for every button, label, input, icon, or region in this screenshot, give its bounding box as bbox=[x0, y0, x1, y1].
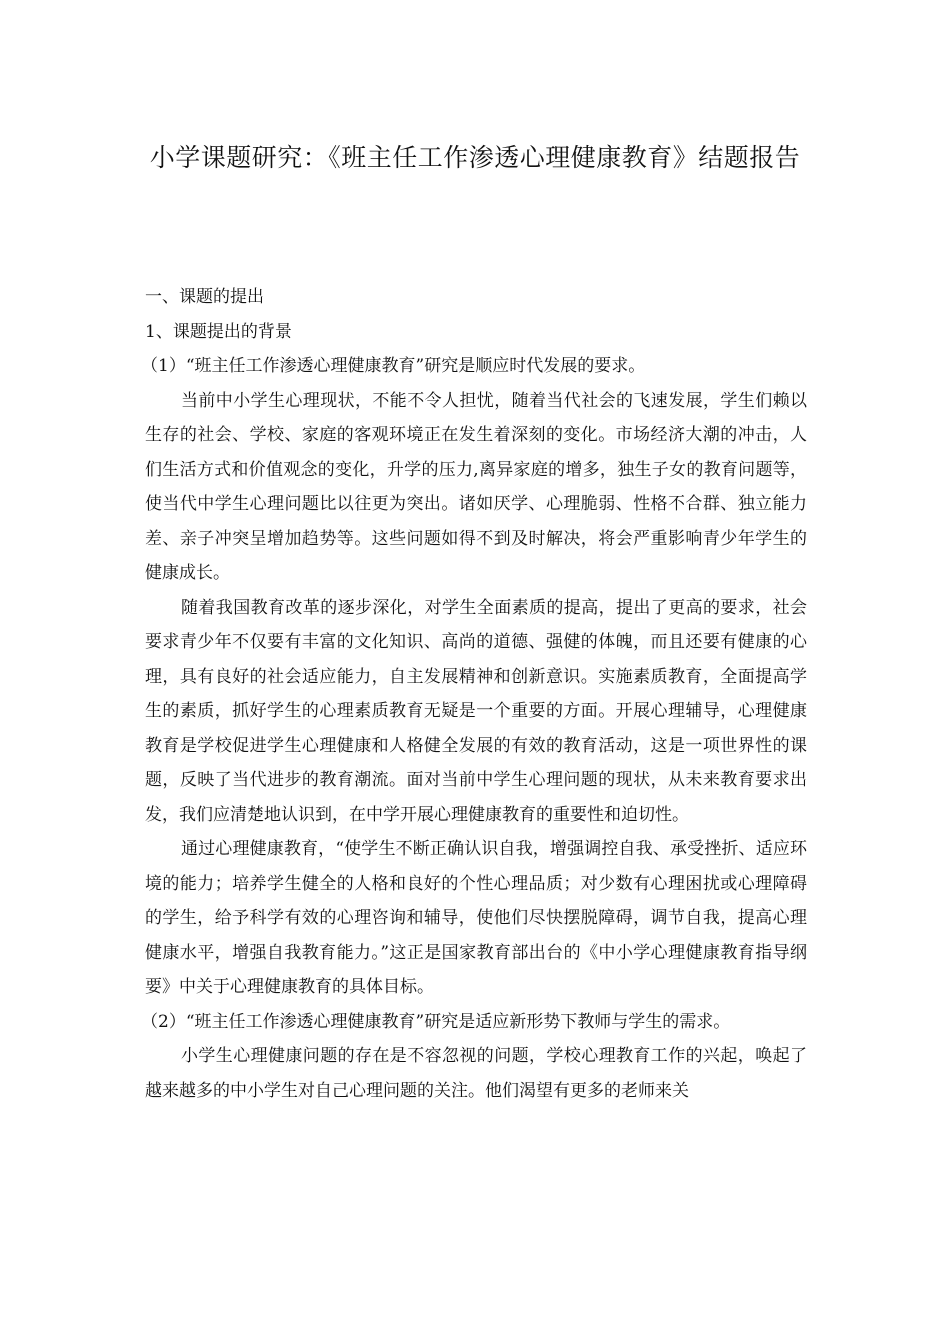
body-paragraph: 当前中小学生心理现状，不能不令人担忧，随着当代社会的飞速发展，学生们赖以生存的社会、学校、家庭的客观环境正在发生着深刻的变化。市场经济大潮的冲击，人们生活方式和价值观念的变化，升学的压力,离异家庭的增多，独生子女的教育问题等，使当代中学生心理问题比以往更为突出。诸如厌学、心理脆弱、性格不合群、独立能力差、亲子冲突呈增加趋势等。这些问题如得不到及时解决，将会严重影响青少年学生的健康成长。 bbox=[145, 390, 807, 583]
document-title: 小学课题研究：《班主任工作渗透心理健康教育》结题报告 bbox=[149, 143, 801, 172]
point-heading: （2）“班主任工作渗透心理健康教育”研究是适应新形势下教师与学生的需求。 bbox=[141, 1011, 731, 1032]
subsection-heading: 1、课题提出的背景 bbox=[145, 321, 292, 342]
body-paragraph: 随着我国教育改革的逐步深化，对学生全面素质的提高，提出了更高的要求，社会要求青少年不仅要有丰富的文化知识、高尚的道德、强健的体魄，而且还要有健康的心理，具有良好的社会适应能力，自主发展精神和创新意识。实施素质教育，全面提高学生的素质，抓好学生的心理素质教育无疑是一个重要的方面。开展心理辅导，心理健康教育是学校促进学生心理健康和人格健全发展的有效的教育活动，这是一项世界性的课题，反映了当代进步的教育潮流。面对当前中学生心理问题的现状，从未来教育要求出发，我们应清楚地认识到，在中学开展心理健康教育的重要性和迫切性。 bbox=[145, 597, 807, 825]
section-heading: 一、课题的提出 bbox=[145, 287, 264, 307]
body-paragraph: 通过心理健康教育，“使学生不断正确认识自我，增强调控自我、承受挫折、适应环境的能力；培养学生健全的人格和良好的个性心理品质；对少数有心理困扰或心理障碍的学生，给予科学有效的心理咨询和辅导，使他们尽快摆脱障碍，调节自我，提高心理健康水平，增强自我教育能力。”这正是国家教育部出台的《中小学心理健康教育指导纲要》中关于心理健康教育的具体目标。 bbox=[145, 839, 807, 997]
document-body bbox=[141, 280, 807, 1108]
point-heading: （1）“班主任工作渗透心理健康教育”研究是顺应时代发展的要求。 bbox=[141, 356, 646, 376]
body-paragraph: 小学生心理健康问题的存在是不容忽视的问题，学校心理教育工作的兴起，唤起了越来越多的中小学生对自己心理问题的关注。他们渴望有更多的老师来关 bbox=[145, 1046, 807, 1101]
